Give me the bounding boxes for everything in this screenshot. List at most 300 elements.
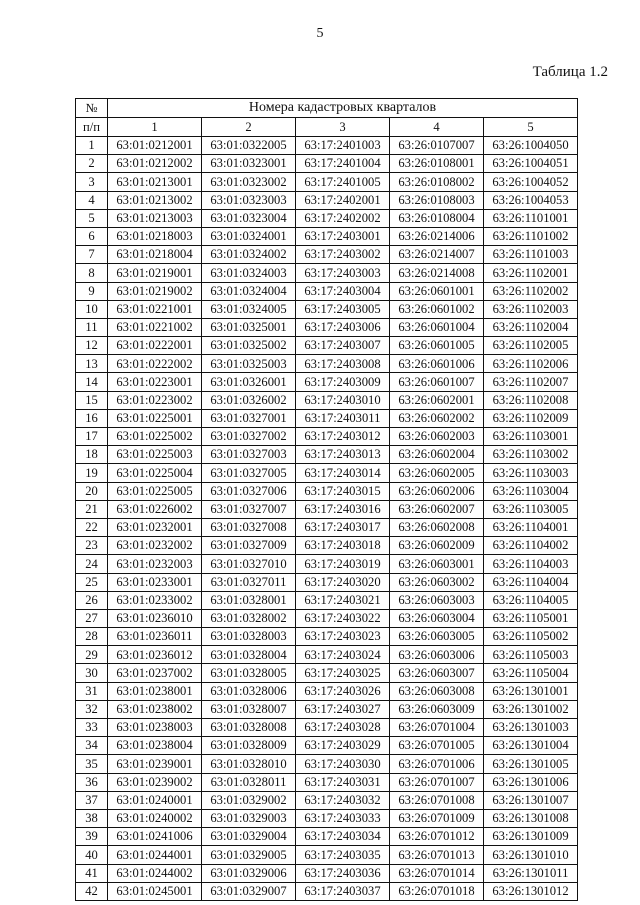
cadastral-number-cell: 63:26:1105004 bbox=[484, 664, 578, 682]
cadastral-number-cell: 63:26:1102008 bbox=[484, 391, 578, 409]
cadastral-number-cell: 63:26:1104002 bbox=[484, 537, 578, 555]
cadastral-number-cell: 63:01:0241006 bbox=[108, 828, 202, 846]
row-number-cell: 30 bbox=[76, 664, 108, 682]
cadastral-number-cell: 63:26:1004050 bbox=[484, 137, 578, 155]
row-number-cell: 40 bbox=[76, 846, 108, 864]
cadastral-number-cell: 63:26:0602001 bbox=[390, 391, 484, 409]
table-row bbox=[76, 755, 578, 773]
cadastral-number-cell: 63:01:0328005 bbox=[202, 664, 296, 682]
cadastral-number-cell: 63:01:0329007 bbox=[202, 882, 296, 900]
cadastral-number-cell: 63:26:1301008 bbox=[484, 809, 578, 827]
table-row bbox=[76, 209, 578, 227]
row-number-cell: 33 bbox=[76, 719, 108, 737]
cadastral-number-cell: 63:26:0108003 bbox=[390, 191, 484, 209]
cadastral-number-cell: 63:17:2403014 bbox=[296, 464, 390, 482]
cadastral-number-cell: 63:01:0327011 bbox=[202, 573, 296, 591]
cadastral-number-cell: 63:26:1105002 bbox=[484, 628, 578, 646]
cadastral-number-cell: 63:26:0601001 bbox=[390, 282, 484, 300]
table-row bbox=[76, 791, 578, 809]
cadastral-number-cell: 63:01:0327007 bbox=[202, 500, 296, 518]
row-number-cell: 15 bbox=[76, 391, 108, 409]
row-number-cell: 42 bbox=[76, 882, 108, 900]
cadastral-number-cell: 63:01:0326001 bbox=[202, 373, 296, 391]
table-row bbox=[76, 719, 578, 737]
column-header: 5 bbox=[484, 118, 578, 137]
cadastral-number-cell: 63:01:0236010 bbox=[108, 609, 202, 627]
cadastral-number-cell: 63:17:2403022 bbox=[296, 609, 390, 627]
row-number-cell: 36 bbox=[76, 773, 108, 791]
cadastral-number-cell: 63:17:2403018 bbox=[296, 537, 390, 555]
row-number-cell: 17 bbox=[76, 428, 108, 446]
cadastral-number-cell: 63:01:0323004 bbox=[202, 209, 296, 227]
cadastral-number-cell: 63:01:0238002 bbox=[108, 700, 202, 718]
column-header: 4 bbox=[390, 118, 484, 137]
cadastral-number-cell: 63:01:0329006 bbox=[202, 864, 296, 882]
cadastral-number-cell: 63:26:1104004 bbox=[484, 573, 578, 591]
cadastral-number-cell: 63:01:0324005 bbox=[202, 300, 296, 318]
table-row bbox=[76, 464, 578, 482]
cadastral-number-cell: 63:01:0323002 bbox=[202, 173, 296, 191]
table-row bbox=[76, 809, 578, 827]
table-row bbox=[76, 409, 578, 427]
table-row bbox=[76, 664, 578, 682]
cadastral-number-cell: 63:01:0226002 bbox=[108, 500, 202, 518]
table-row bbox=[76, 500, 578, 518]
cadastral-number-cell: 63:26:1103003 bbox=[484, 464, 578, 482]
row-number-cell: 28 bbox=[76, 628, 108, 646]
cadastral-number-cell: 63:01:0324001 bbox=[202, 227, 296, 245]
cadastral-number-cell: 63:26:1105001 bbox=[484, 609, 578, 627]
cadastral-number-cell: 63:26:0214008 bbox=[390, 264, 484, 282]
cadastral-number-cell: 63:26:0603009 bbox=[390, 700, 484, 718]
cadastral-number-cell: 63:26:1301006 bbox=[484, 773, 578, 791]
row-number-cell: 19 bbox=[76, 464, 108, 482]
row-number-cell: 3 bbox=[76, 173, 108, 191]
cadastral-number-cell: 63:01:0324003 bbox=[202, 264, 296, 282]
cadastral-number-cell: 63:01:0239002 bbox=[108, 773, 202, 791]
cadastral-number-cell: 63:26:0603006 bbox=[390, 646, 484, 664]
cadastral-number-cell: 63:26:1301004 bbox=[484, 737, 578, 755]
cadastral-number-cell: 63:26:0603005 bbox=[390, 628, 484, 646]
cadastral-number-cell: 63:01:0328001 bbox=[202, 591, 296, 609]
cadastral-number-cell: 63:01:0233002 bbox=[108, 591, 202, 609]
cadastral-number-cell: 63:26:1102003 bbox=[484, 300, 578, 318]
row-number-cell: 9 bbox=[76, 282, 108, 300]
cadastral-number-cell: 63:26:1101002 bbox=[484, 227, 578, 245]
row-number-cell: 4 bbox=[76, 191, 108, 209]
cadastral-number-cell: 63:26:0601007 bbox=[390, 373, 484, 391]
table-row bbox=[76, 355, 578, 373]
cadastral-number-cell: 63:26:0701006 bbox=[390, 755, 484, 773]
table-row bbox=[76, 191, 578, 209]
cadastral-number-cell: 63:17:2403026 bbox=[296, 682, 390, 700]
table-row bbox=[76, 391, 578, 409]
cadastral-number-cell: 63:17:2403015 bbox=[296, 482, 390, 500]
cadastral-number-cell: 63:26:1102007 bbox=[484, 373, 578, 391]
cadastral-number-cell: 63:01:0327002 bbox=[202, 428, 296, 446]
cadastral-number-cell: 63:26:1102004 bbox=[484, 318, 578, 336]
cadastral-number-cell: 63:01:0222002 bbox=[108, 355, 202, 373]
cadastral-number-cell: 63:26:1301005 bbox=[484, 755, 578, 773]
cadastral-number-cell: 63:01:0328004 bbox=[202, 646, 296, 664]
cadastral-number-cell: 63:01:0328009 bbox=[202, 737, 296, 755]
header-row-caption bbox=[76, 99, 578, 118]
cadastral-number-cell: 63:01:0222001 bbox=[108, 337, 202, 355]
cadastral-number-cell: 63:26:0602005 bbox=[390, 464, 484, 482]
cadastral-number-cell: 63:26:1104003 bbox=[484, 555, 578, 573]
cadastral-number-cell: 63:26:0602003 bbox=[390, 428, 484, 446]
cadastral-number-cell: 63:17:2403001 bbox=[296, 227, 390, 245]
table-row bbox=[76, 318, 578, 336]
cadastral-number-cell: 63:26:1103004 bbox=[484, 482, 578, 500]
cadastral-number-cell: 63:17:2403029 bbox=[296, 737, 390, 755]
cadastral-number-cell: 63:26:1004052 bbox=[484, 173, 578, 191]
cadastral-number-cell: 63:01:0327003 bbox=[202, 446, 296, 464]
cadastral-number-cell: 63:01:0238003 bbox=[108, 719, 202, 737]
table-row bbox=[76, 591, 578, 609]
table-row bbox=[76, 555, 578, 573]
row-number-cell: 37 bbox=[76, 791, 108, 809]
cadastral-number-cell: 63:01:0212001 bbox=[108, 137, 202, 155]
cadastral-number-cell: 63:01:0328006 bbox=[202, 682, 296, 700]
cadastral-number-cell: 63:26:1004053 bbox=[484, 191, 578, 209]
cadastral-number-cell: 63:17:2403010 bbox=[296, 391, 390, 409]
cadastral-number-cell: 63:26:1301011 bbox=[484, 864, 578, 882]
cadastral-number-cell: 63:01:0225003 bbox=[108, 446, 202, 464]
table-row bbox=[76, 828, 578, 846]
table-row bbox=[76, 337, 578, 355]
cadastral-number-cell: 63:01:0244002 bbox=[108, 864, 202, 882]
row-number-cell: 29 bbox=[76, 646, 108, 664]
cadastral-number-cell: 63:01:0221001 bbox=[108, 300, 202, 318]
cadastral-number-cell: 63:01:0219001 bbox=[108, 264, 202, 282]
cadastral-number-cell: 63:01:0212002 bbox=[108, 155, 202, 173]
row-number-cell: 16 bbox=[76, 409, 108, 427]
cadastral-number-cell: 63:17:2403036 bbox=[296, 864, 390, 882]
cadastral-number-cell: 63:17:2403008 bbox=[296, 355, 390, 373]
cadastral-number-cell: 63:17:2403002 bbox=[296, 246, 390, 264]
cadastral-number-cell: 63:26:1102005 bbox=[484, 337, 578, 355]
table-row bbox=[76, 227, 578, 245]
row-number-cell: 26 bbox=[76, 591, 108, 609]
cadastral-number-cell: 63:01:0232003 bbox=[108, 555, 202, 573]
table-row bbox=[76, 482, 578, 500]
cadastral-number-cell: 63:26:1101003 bbox=[484, 246, 578, 264]
cadastral-number-cell: 63:26:0108002 bbox=[390, 173, 484, 191]
cadastral-number-cell: 63:01:0329003 bbox=[202, 809, 296, 827]
cadastral-number-cell: 63:01:0329002 bbox=[202, 791, 296, 809]
cadastral-number-cell: 63:26:0701012 bbox=[390, 828, 484, 846]
cadastral-number-cell: 63:26:1004051 bbox=[484, 155, 578, 173]
row-number-cell: 39 bbox=[76, 828, 108, 846]
cadastral-number-cell: 63:17:2402002 bbox=[296, 209, 390, 227]
cadastral-number-cell: 63:26:0107007 bbox=[390, 137, 484, 155]
cadastral-number-cell: 63:01:0322005 bbox=[202, 137, 296, 155]
table-row bbox=[76, 246, 578, 264]
row-number-cell: 18 bbox=[76, 446, 108, 464]
cadastral-number-cell: 63:26:1301007 bbox=[484, 791, 578, 809]
cadastral-number-cell: 63:01:0328003 bbox=[202, 628, 296, 646]
cadastral-number-cell: 63:01:0236011 bbox=[108, 628, 202, 646]
table-row bbox=[76, 628, 578, 646]
cadastral-number-cell: 63:26:0603002 bbox=[390, 573, 484, 591]
row-number-cell: 11 bbox=[76, 318, 108, 336]
row-number-cell: 21 bbox=[76, 500, 108, 518]
header-num-label: № bbox=[76, 99, 108, 118]
cadastral-number-cell: 63:26:0701008 bbox=[390, 791, 484, 809]
row-number-cell: 31 bbox=[76, 682, 108, 700]
cadastral-number-cell: 63:17:2403005 bbox=[296, 300, 390, 318]
cadastral-number-cell: 63:01:0232002 bbox=[108, 537, 202, 555]
cadastral-number-cell: 63:17:2401004 bbox=[296, 155, 390, 173]
cadastral-number-cell: 63:26:0602008 bbox=[390, 518, 484, 536]
cadastral-number-cell: 63:26:0601005 bbox=[390, 337, 484, 355]
cadastral-number-cell: 63:01:0328007 bbox=[202, 700, 296, 718]
cadastral-number-cell: 63:17:2403003 bbox=[296, 264, 390, 282]
cadastral-number-cell: 63:26:1301003 bbox=[484, 719, 578, 737]
table-row bbox=[76, 428, 578, 446]
cadastral-number-cell: 63:17:2403028 bbox=[296, 719, 390, 737]
table-row bbox=[76, 846, 578, 864]
table-row bbox=[76, 518, 578, 536]
cadastral-number-cell: 63:26:1102002 bbox=[484, 282, 578, 300]
cadastral-number-cell: 63:01:0218003 bbox=[108, 227, 202, 245]
cadastral-number-cell: 63:01:0329004 bbox=[202, 828, 296, 846]
header-num-sublabel: п/п bbox=[76, 118, 108, 137]
cadastral-number-cell: 63:01:0238004 bbox=[108, 737, 202, 755]
table-row bbox=[76, 573, 578, 591]
cadastral-number-cell: 63:17:2401003 bbox=[296, 137, 390, 155]
cadastral-number-cell: 63:26:0602002 bbox=[390, 409, 484, 427]
table-row bbox=[76, 282, 578, 300]
table-label: Таблица 1.2 bbox=[532, 64, 608, 80]
cadastral-number-cell: 63:17:2403013 bbox=[296, 446, 390, 464]
cadastral-number-cell: 63:17:2403007 bbox=[296, 337, 390, 355]
cadastral-number-cell: 63:01:0213003 bbox=[108, 209, 202, 227]
row-number-cell: 2 bbox=[76, 155, 108, 173]
cadastral-number-cell: 63:01:0239001 bbox=[108, 755, 202, 773]
cadastral-number-cell: 63:01:0233001 bbox=[108, 573, 202, 591]
row-number-cell: 7 bbox=[76, 246, 108, 264]
cadastral-number-cell: 63:26:0602007 bbox=[390, 500, 484, 518]
cadastral-number-cell: 63:01:0213002 bbox=[108, 191, 202, 209]
cadastral-number-cell: 63:17:2403016 bbox=[296, 500, 390, 518]
table-row bbox=[76, 609, 578, 627]
cadastral-number-cell: 63:17:2403033 bbox=[296, 809, 390, 827]
row-number-cell: 5 bbox=[76, 209, 108, 227]
cadastral-number-cell: 63:01:0323003 bbox=[202, 191, 296, 209]
cadastral-number-cell: 63:26:0701004 bbox=[390, 719, 484, 737]
header-row-columns bbox=[76, 118, 578, 137]
cadastral-number-cell: 63:01:0325001 bbox=[202, 318, 296, 336]
cadastral-number-cell: 63:01:0327001 bbox=[202, 409, 296, 427]
cadastral-number-cell: 63:01:0240001 bbox=[108, 791, 202, 809]
row-number-cell: 24 bbox=[76, 555, 108, 573]
cadastral-number-cell: 63:01:0223002 bbox=[108, 391, 202, 409]
cadastral-number-cell: 63:01:0225004 bbox=[108, 464, 202, 482]
cadastral-number-cell: 63:17:2403037 bbox=[296, 882, 390, 900]
page-number: 5 bbox=[316, 26, 324, 41]
cadastral-number-cell: 63:01:0225001 bbox=[108, 409, 202, 427]
cadastral-number-cell: 63:26:0108001 bbox=[390, 155, 484, 173]
table-row bbox=[76, 173, 578, 191]
cadastral-number-cell: 63:26:0214007 bbox=[390, 246, 484, 264]
table-body bbox=[76, 137, 578, 901]
cadastral-number-cell: 63:17:2403032 bbox=[296, 791, 390, 809]
table-row bbox=[76, 700, 578, 718]
cadastral-number-cell: 63:26:1103005 bbox=[484, 500, 578, 518]
cadastral-number-cell: 63:26:0602009 bbox=[390, 537, 484, 555]
table-row bbox=[76, 646, 578, 664]
cadastral-number-cell: 63:26:1105003 bbox=[484, 646, 578, 664]
cadastral-number-cell: 63:01:0327005 bbox=[202, 464, 296, 482]
cadastral-number-cell: 63:26:0701005 bbox=[390, 737, 484, 755]
row-number-cell: 13 bbox=[76, 355, 108, 373]
cadastral-number-cell: 63:26:1301009 bbox=[484, 828, 578, 846]
cadastral-number-cell: 63:01:0221002 bbox=[108, 318, 202, 336]
cadastral-number-cell: 63:17:2403027 bbox=[296, 700, 390, 718]
cadastral-number-cell: 63:26:0214006 bbox=[390, 227, 484, 245]
cadastral-number-cell: 63:01:0327006 bbox=[202, 482, 296, 500]
cadastral-number-cell: 63:17:2401005 bbox=[296, 173, 390, 191]
column-header: 1 bbox=[108, 118, 202, 137]
cadastral-number-cell: 63:01:0327008 bbox=[202, 518, 296, 536]
cadastral-number-cell: 63:17:2402001 bbox=[296, 191, 390, 209]
cadastral-number-cell: 63:26:1102009 bbox=[484, 409, 578, 427]
table-row bbox=[76, 264, 578, 282]
cadastral-number-cell: 63:17:2403031 bbox=[296, 773, 390, 791]
cadastral-number-cell: 63:26:0701014 bbox=[390, 864, 484, 882]
cadastral-number-cell: 63:17:2403035 bbox=[296, 846, 390, 864]
cadastral-number-cell: 63:17:2403021 bbox=[296, 591, 390, 609]
cadastral-number-cell: 63:26:1301012 bbox=[484, 882, 578, 900]
row-number-cell: 38 bbox=[76, 809, 108, 827]
cadastral-number-cell: 63:01:0244001 bbox=[108, 846, 202, 864]
table-row bbox=[76, 137, 578, 155]
row-number-cell: 12 bbox=[76, 337, 108, 355]
cadastral-number-cell: 63:01:0225005 bbox=[108, 482, 202, 500]
row-number-cell: 35 bbox=[76, 755, 108, 773]
cadastral-number-cell: 63:17:2403020 bbox=[296, 573, 390, 591]
cadastral-number-cell: 63:17:2403034 bbox=[296, 828, 390, 846]
cadastral-number-cell: 63:17:2403023 bbox=[296, 628, 390, 646]
row-number-cell: 1 bbox=[76, 137, 108, 155]
header-caption: Номера кадастровых кварталов bbox=[108, 99, 578, 118]
cadastral-number-cell: 63:01:0325003 bbox=[202, 355, 296, 373]
row-number-cell: 14 bbox=[76, 373, 108, 391]
cadastral-number-cell: 63:01:0328002 bbox=[202, 609, 296, 627]
row-number-cell: 10 bbox=[76, 300, 108, 318]
table-row bbox=[76, 737, 578, 755]
cadastral-number-cell: 63:26:1301010 bbox=[484, 846, 578, 864]
cadastral-number-cell: 63:26:1103001 bbox=[484, 428, 578, 446]
row-number-cell: 25 bbox=[76, 573, 108, 591]
cadastral-number-cell: 63:26:1104005 bbox=[484, 591, 578, 609]
column-header: 3 bbox=[296, 118, 390, 137]
cadastral-number-cell: 63:17:2403004 bbox=[296, 282, 390, 300]
table-row bbox=[76, 373, 578, 391]
cadastral-number-cell: 63:17:2403024 bbox=[296, 646, 390, 664]
cadastral-number-cell: 63:01:0237002 bbox=[108, 664, 202, 682]
cadastral-number-cell: 63:26:0603008 bbox=[390, 682, 484, 700]
cadastral-number-cell: 63:26:0603001 bbox=[390, 555, 484, 573]
cadastral-number-cell: 63:17:2403011 bbox=[296, 409, 390, 427]
cadastral-number-cell: 63:26:0603004 bbox=[390, 609, 484, 627]
cadastral-number-cell: 63:01:0324002 bbox=[202, 246, 296, 264]
row-number-cell: 41 bbox=[76, 864, 108, 882]
row-number-cell: 27 bbox=[76, 609, 108, 627]
table-row bbox=[76, 446, 578, 464]
cadastral-number-cell: 63:26:1301002 bbox=[484, 700, 578, 718]
cadastral-number-cell: 63:01:0236012 bbox=[108, 646, 202, 664]
cadastral-number-cell: 63:26:0701007 bbox=[390, 773, 484, 791]
cadastral-number-cell: 63:26:1102001 bbox=[484, 264, 578, 282]
table-row bbox=[76, 864, 578, 882]
cadastral-number-cell: 63:26:1104001 bbox=[484, 518, 578, 536]
cadastral-number-cell: 63:26:0602004 bbox=[390, 446, 484, 464]
table-row bbox=[76, 682, 578, 700]
cadastral-number-cell: 63:01:0323001 bbox=[202, 155, 296, 173]
cadastral-number-cell: 63:01:0223001 bbox=[108, 373, 202, 391]
cadastral-quarters-table bbox=[75, 98, 578, 901]
cadastral-number-cell: 63:01:0328008 bbox=[202, 719, 296, 737]
cadastral-number-cell: 63:26:0601002 bbox=[390, 300, 484, 318]
cadastral-number-cell: 63:01:0326002 bbox=[202, 391, 296, 409]
cadastral-number-cell: 63:01:0328011 bbox=[202, 773, 296, 791]
cadastral-number-cell: 63:01:0328010 bbox=[202, 755, 296, 773]
table-row bbox=[76, 773, 578, 791]
cadastral-number-cell: 63:26:1102006 bbox=[484, 355, 578, 373]
cadastral-number-cell: 63:26:0108004 bbox=[390, 209, 484, 227]
cadastral-number-cell: 63:01:0232001 bbox=[108, 518, 202, 536]
cadastral-number-cell: 63:01:0327010 bbox=[202, 555, 296, 573]
cadastral-number-cell: 63:17:2403006 bbox=[296, 318, 390, 336]
row-number-cell: 32 bbox=[76, 700, 108, 718]
cadastral-number-cell: 63:17:2403009 bbox=[296, 373, 390, 391]
cadastral-number-cell: 63:01:0325002 bbox=[202, 337, 296, 355]
cadastral-number-cell: 63:26:0603007 bbox=[390, 664, 484, 682]
cadastral-number-cell: 63:01:0218004 bbox=[108, 246, 202, 264]
cadastral-number-cell: 63:01:0245001 bbox=[108, 882, 202, 900]
cadastral-number-cell: 63:01:0219002 bbox=[108, 282, 202, 300]
row-number-cell: 34 bbox=[76, 737, 108, 755]
row-number-cell: 6 bbox=[76, 227, 108, 245]
cadastral-number-cell: 63:01:0324004 bbox=[202, 282, 296, 300]
cadastral-number-cell: 63:26:0701009 bbox=[390, 809, 484, 827]
row-number-cell: 22 bbox=[76, 518, 108, 536]
table-row bbox=[76, 300, 578, 318]
cadastral-number-cell: 63:26:0603003 bbox=[390, 591, 484, 609]
table-row bbox=[76, 537, 578, 555]
cadastral-number-cell: 63:26:0701018 bbox=[390, 882, 484, 900]
table-row bbox=[76, 882, 578, 900]
cadastral-number-cell: 63:01:0213001 bbox=[108, 173, 202, 191]
cadastral-number-cell: 63:26:1103002 bbox=[484, 446, 578, 464]
column-header: 2 bbox=[202, 118, 296, 137]
cadastral-number-cell: 63:01:0327009 bbox=[202, 537, 296, 555]
cadastral-number-cell: 63:26:0601006 bbox=[390, 355, 484, 373]
cadastral-number-cell: 63:17:2403019 bbox=[296, 555, 390, 573]
cadastral-number-cell: 63:26:1301001 bbox=[484, 682, 578, 700]
cadastral-number-cell: 63:26:1101001 bbox=[484, 209, 578, 227]
cadastral-number-cell: 63:01:0240002 bbox=[108, 809, 202, 827]
cadastral-number-cell: 63:01:0225002 bbox=[108, 428, 202, 446]
cadastral-number-cell: 63:01:0329005 bbox=[202, 846, 296, 864]
cadastral-number-cell: 63:26:0602006 bbox=[390, 482, 484, 500]
cadastral-number-cell: 63:17:2403030 bbox=[296, 755, 390, 773]
cadastral-number-cell: 63:01:0238001 bbox=[108, 682, 202, 700]
row-number-cell: 8 bbox=[76, 264, 108, 282]
